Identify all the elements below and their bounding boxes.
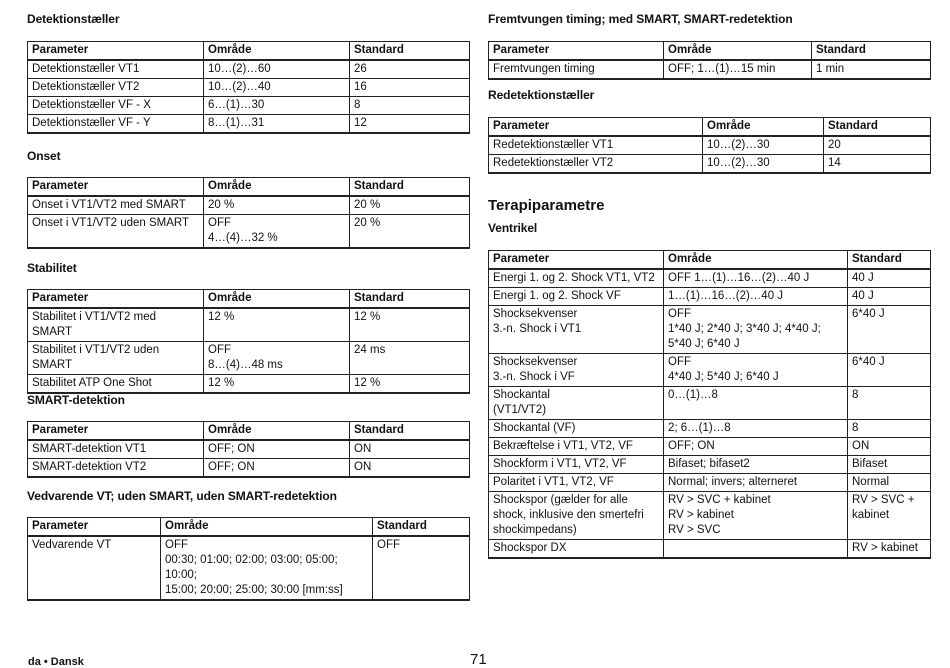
- default-cell: 24 ms: [350, 342, 470, 375]
- range-cell: 10…(2)…30: [703, 136, 824, 155]
- default-cell: 26: [350, 60, 470, 79]
- table-row: [28, 308, 470, 342]
- ventrikel-heading: Ventrikel: [488, 221, 538, 235]
- param-cell: Fremtvungen timing: [489, 60, 664, 79]
- onset-heading: Onset: [27, 149, 61, 163]
- table-row: [28, 115, 470, 134]
- param-cell: Onset i VT1/VT2 med SMART: [28, 196, 204, 215]
- range-cell: 0…(1)…8: [664, 387, 848, 420]
- range-cell: 12 %: [204, 375, 350, 394]
- default-cell: 6*40 J: [848, 354, 931, 387]
- range-cell: 10…(2)…60: [204, 60, 350, 79]
- param-cell: Shocksekvenser 3.-n. Shock i VT1: [489, 306, 664, 354]
- range-cell: OFF 8…(4)…48 ms: [204, 342, 350, 375]
- redetektion-table: [488, 117, 931, 174]
- column-header-default: Standard: [812, 42, 931, 61]
- default-cell: 8: [350, 97, 470, 115]
- onset-table: [27, 177, 470, 249]
- param-cell: Stabilitet ATP One Shot: [28, 375, 204, 394]
- default-cell: ON: [350, 459, 470, 478]
- range-cell: RV > SVC + kabinet RV > kabinet RV > SVC: [664, 492, 848, 540]
- table-row: [489, 136, 931, 155]
- column-header-range: Område: [161, 518, 373, 537]
- default-cell: OFF: [373, 536, 470, 600]
- column-header-default: Standard: [373, 518, 470, 537]
- range-cell: 8…(1)…31: [204, 115, 350, 134]
- param-cell: Shockform i VT1, VT2, VF: [489, 456, 664, 474]
- column-header-default: Standard: [350, 422, 470, 441]
- range-cell: OFF 4…(4)…32 %: [204, 215, 350, 249]
- table-row: [28, 459, 470, 478]
- range-cell: Normal; invers; alterneret: [664, 474, 848, 492]
- terapi-heading: Terapiparametre: [488, 197, 605, 214]
- smart-table: [27, 421, 470, 478]
- param-cell: Stabilitet i VT1/VT2 med SMART: [28, 308, 204, 342]
- range-cell: OFF 4*40 J; 5*40 J; 6*40 J: [664, 354, 848, 387]
- param-cell: SMART-detektion VT1: [28, 440, 204, 459]
- stabilitet-table: [27, 289, 470, 394]
- detektion-table: [27, 41, 470, 134]
- table-row: [489, 269, 931, 288]
- default-cell: RV > kabinet: [848, 540, 931, 559]
- default-cell: ON: [350, 440, 470, 459]
- vedvarende-heading: Vedvarende VT; uden SMART, uden SMART-redetektion: [27, 489, 337, 503]
- default-cell: RV > SVC + kabinet: [848, 492, 931, 540]
- param-cell: Bekræftelse i VT1, VT2, VF: [489, 438, 664, 456]
- default-cell: Bifaset: [848, 456, 931, 474]
- table-row: [489, 155, 931, 174]
- redetektion-heading: Redetektionstæller: [488, 88, 595, 102]
- range-cell: OFF 1…(1)…16…(2)…40 J: [664, 269, 848, 288]
- table-row: [28, 97, 470, 115]
- column-header-range: Område: [703, 118, 824, 137]
- column-header-param: Parameter: [28, 178, 204, 197]
- default-cell: Normal: [848, 474, 931, 492]
- param-cell: Detektionstæller VF - X: [28, 97, 204, 115]
- table-row: [489, 387, 931, 420]
- column-header-range: Område: [204, 422, 350, 441]
- default-cell: 6*40 J: [848, 306, 931, 354]
- default-cell: 40 J: [848, 288, 931, 306]
- range-cell: 6…(1)…30: [204, 97, 350, 115]
- range-cell: [664, 540, 848, 559]
- param-cell: Shockspor (gælder for alle shock, inklusive den smertefri shockimpedans): [489, 492, 664, 540]
- range-cell: 1…(1)…16…(2)…40 J: [664, 288, 848, 306]
- range-cell: OFF 1*40 J; 2*40 J; 3*40 J; 4*40 J; 5*40 J; 6*40 J: [664, 306, 848, 354]
- param-cell: Detektionstæller VF - Y: [28, 115, 204, 134]
- detektion-heading: Detektionstæller: [27, 12, 120, 26]
- table-row: [489, 540, 931, 559]
- stabilitet-heading: Stabilitet: [27, 261, 77, 275]
- default-cell: 12 %: [350, 375, 470, 394]
- range-cell: 12 %: [204, 308, 350, 342]
- param-cell: Shockspor DX: [489, 540, 664, 559]
- column-header-range: Område: [664, 251, 848, 270]
- default-cell: 20 %: [350, 215, 470, 249]
- fremtvungen-heading: Fremtvungen timing; med SMART, SMART-redetektion: [488, 12, 793, 26]
- param-cell: SMART-detektion VT2: [28, 459, 204, 478]
- default-cell: 20 %: [350, 196, 470, 215]
- column-header-range: Område: [204, 290, 350, 309]
- table-row: [28, 196, 470, 215]
- default-cell: 16: [350, 79, 470, 97]
- page-number: 71: [470, 651, 487, 668]
- range-cell: 20 %: [204, 196, 350, 215]
- range-cell: 10…(2)…40: [204, 79, 350, 97]
- column-header-param: Parameter: [28, 518, 161, 537]
- param-cell: Detektionstæller VT2: [28, 79, 204, 97]
- param-cell: Energi 1. og 2. Shock VT1, VT2: [489, 269, 664, 288]
- footer-language: da • Dansk: [28, 656, 84, 668]
- param-cell: Shockantal (VF): [489, 420, 664, 438]
- param-cell: Polaritet i VT1, VT2, VF: [489, 474, 664, 492]
- param-cell: Vedvarende VT: [28, 536, 161, 600]
- param-cell: Stabilitet i VT1/VT2 uden SMART: [28, 342, 204, 375]
- table-row: [489, 456, 931, 474]
- table-row: [489, 60, 931, 79]
- default-cell: 40 J: [848, 269, 931, 288]
- range-cell: OFF; ON: [664, 438, 848, 456]
- table-row: [489, 492, 931, 540]
- default-cell: 1 min: [812, 60, 931, 79]
- table-row: [28, 342, 470, 375]
- table-row: [489, 438, 931, 456]
- column-header-range: Område: [204, 42, 350, 61]
- column-header-param: Parameter: [28, 42, 204, 61]
- table-row: [489, 306, 931, 354]
- column-header-default: Standard: [350, 42, 470, 61]
- column-header-param: Parameter: [489, 42, 664, 61]
- default-cell: 8: [848, 387, 931, 420]
- range-cell: OFF; 1…(1)…15 min: [664, 60, 812, 79]
- ventrikel-table: [488, 250, 931, 559]
- column-header-default: Standard: [350, 178, 470, 197]
- table-row: [489, 420, 931, 438]
- param-cell: Energi 1. og 2. Shock VF: [489, 288, 664, 306]
- param-cell: Onset i VT1/VT2 uden SMART: [28, 215, 204, 249]
- column-header-range: Område: [664, 42, 812, 61]
- table-row: [28, 79, 470, 97]
- param-cell: Shocksekvenser 3.-n. Shock i VF: [489, 354, 664, 387]
- range-cell: OFF; ON: [204, 440, 350, 459]
- table-row: [489, 354, 931, 387]
- default-cell: 20: [824, 136, 931, 155]
- param-cell: Detektionstæller VT1: [28, 60, 204, 79]
- table-row: [28, 440, 470, 459]
- default-cell: 8: [848, 420, 931, 438]
- vedvarende-table: [27, 517, 470, 601]
- range-cell: OFF; ON: [204, 459, 350, 478]
- column-header-default: Standard: [848, 251, 931, 270]
- range-cell: Bifaset; bifaset2: [664, 456, 848, 474]
- range-cell: 2; 6…(1)…8: [664, 420, 848, 438]
- range-cell: OFF 00:30; 01:00; 02:00; 03:00; 05:00; 10:00; 15:00; 20:00; 25:00; 30:00 [mm:ss]: [161, 536, 373, 600]
- table-row: [28, 536, 470, 600]
- default-cell: ON: [848, 438, 931, 456]
- table-row: [28, 375, 470, 394]
- column-header-range: Område: [204, 178, 350, 197]
- param-cell: Shockantal (VT1/VT2): [489, 387, 664, 420]
- table-row: [489, 288, 931, 306]
- param-cell: Redetektionstæller VT2: [489, 155, 703, 174]
- column-header-param: Parameter: [489, 118, 703, 137]
- column-header-default: Standard: [824, 118, 931, 137]
- default-cell: 14: [824, 155, 931, 174]
- param-cell: Redetektionstæller VT1: [489, 136, 703, 155]
- range-cell: 10…(2)…30: [703, 155, 824, 174]
- default-cell: 12: [350, 115, 470, 134]
- column-header-param: Parameter: [489, 251, 664, 270]
- column-header-param: Parameter: [28, 290, 204, 309]
- fremtvungen-table: [488, 41, 931, 80]
- table-row: [28, 215, 470, 249]
- column-header-default: Standard: [350, 290, 470, 309]
- smart-heading: SMART-detektion: [27, 393, 125, 407]
- table-row: [28, 60, 470, 79]
- column-header-param: Parameter: [28, 422, 204, 441]
- table-row: [489, 474, 931, 492]
- default-cell: 12 %: [350, 308, 470, 342]
